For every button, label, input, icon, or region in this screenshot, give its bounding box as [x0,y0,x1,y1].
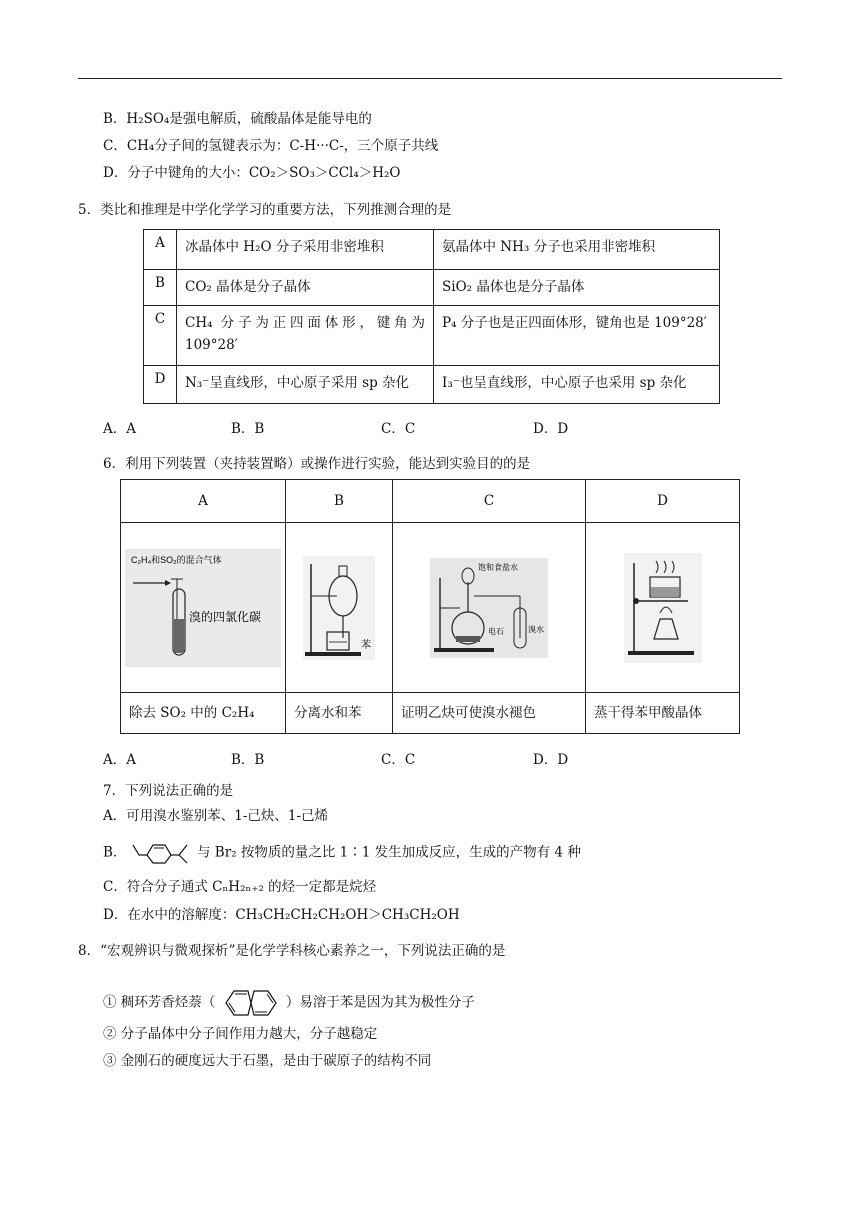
q6-header: C [393,480,586,523]
q6-header: B [286,480,393,523]
q5-row-key: D [144,366,177,404]
a-gas-label: C₂H₄和SO₂的混合气体 [131,554,222,565]
q5-option: A．A [103,421,136,437]
q5-row-left: CO₂ 晶体是分子晶体 [177,270,434,306]
apparatus-c-figure [430,558,548,658]
q6-option: A．A [103,752,136,768]
q6-figure-d-cell [586,523,740,693]
apparatus-a-figure [125,549,281,667]
q4-option-b: B．H₂SO₄是强电解质，硫酸晶体是能导电的 [103,111,372,127]
q8-stem: 8．“宏观辨识与微观探析”是化学学科核心素养之一，下列说法正确的是 [78,943,506,959]
q8-item-3: ③ 金刚石的硬度远大于石墨，是由于碳原子的结构不同 [103,1053,432,1069]
a-liquid-label: 溴的四氯化碳 [189,609,262,624]
q8-item-1 [103,988,475,1018]
q4-option-c: C．CH₄分子间的氢键表示为：C-H···C-，三个原子共线 [103,138,439,154]
q5-option: D．D [533,421,569,437]
terpene-structure-icon [131,841,193,865]
q6-purpose: 除去 SO₂ 中的 C₂H₄ [121,693,286,734]
q6-purpose: 分离水和苯 [286,693,393,734]
q5-row-key: B [144,270,177,306]
q6-header: D [586,480,740,523]
q6-option: C．C [381,752,416,768]
q6-header: A [121,480,286,523]
q7-option-b-prefix: B． [103,844,127,861]
q7-option-a: A．可用溴水鉴别苯、1-己炔、1-己烯 [103,808,329,824]
q5-stem: 5．类比和推理是中学化学学习的重要方法，下列推测合理的是 [78,202,452,218]
q6-figure-c-cell [393,523,586,693]
q7-option-b [103,841,581,865]
q7-option-d: D．在水中的溶解度：CH₃CH₂CH₂CH₂OH＞CH₃CH₂OH [103,907,460,923]
c-solid-label: 电石 [488,626,504,636]
q5-row-left: CH₄ 分子为正四面体形，键角为 109°28′ [177,306,434,366]
q7-option-b-text: 与 Br₂ 按物质的量之比 1∶1 发生加成反应，生成的产物有 4 种 [197,844,581,861]
q4-option-d: D．分子中键角的大小：CO₂＞SO₃＞CCl₄＞H₂O [103,165,401,181]
q5-option: B．B [231,421,265,437]
q5-row-right: SiO₂ 晶体也是分子晶体 [434,270,720,306]
q8-item-1-text: ）易溶于苯是因为其为极性分子 [285,994,475,1011]
q5-row-key: C [144,306,177,366]
b-benzene-label: 苯 [361,639,371,651]
q6-stem: 6．利用下列装置（夹持装置略）或操作进行实验，能达到实验目的的是 [103,456,531,472]
q6-option: B．B [231,752,265,768]
q5-option: C．C [381,421,416,437]
c-top-label: 饱和食盐水 [478,562,518,572]
q6-option: D．D [533,752,569,768]
q6-figure-a-cell [121,523,286,693]
q5-row-left: N₃⁻呈直线形，中心原子采用 sp 杂化 [177,366,434,404]
c-tube-label: 溴水 [528,624,544,634]
header-rule [78,78,782,79]
q8-item-2: ② 分子晶体中分子间作用力越大，分子越稳定 [103,1026,378,1042]
q7-stem: 7．下列说法正确的是 [103,783,234,799]
q5-table [143,229,720,404]
apparatus-d-figure [624,553,702,663]
q5-row-right: P₄ 分子也是正四面体形，键角也是 109°28′ [434,306,720,366]
q6-figure-b-cell [286,523,393,693]
q6-purpose: 证明乙炔可使溴水褪色 [393,693,586,734]
q6-purpose: 蒸干得苯甲酸晶体 [586,693,740,734]
q6-table [120,479,740,734]
apparatus-b-figure [303,556,375,660]
q5-row-left: 冰晶体中 H₂O 分子采用非密堆积 [177,230,434,270]
q5-row-key: A [144,230,177,270]
q5-row-right: 氨晶体中 NH₃ 分子也采用非密堆积 [434,230,720,270]
q7-option-c: C．符合分子通式 CₙH₂ₙ₊₂ 的烃一定都是烷烃 [103,879,377,895]
q5-row-right: I₃⁻也呈直线形，中心原子也采用 sp 杂化 [434,366,720,404]
q8-item-1-prefix: ① 稠环芳香烃萘（ [103,994,216,1011]
naphthalene-structure-icon [220,988,282,1018]
